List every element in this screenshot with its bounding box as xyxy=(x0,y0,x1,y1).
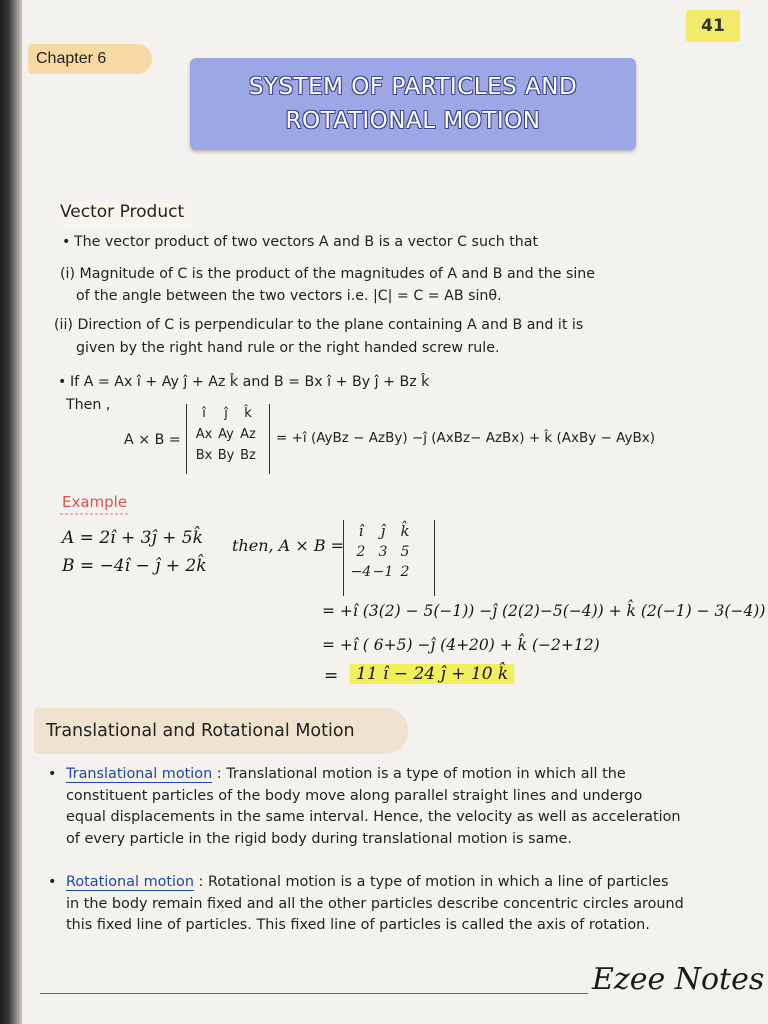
page-number: 41 xyxy=(686,10,740,42)
matrix-cell: î xyxy=(358,522,364,540)
motion-section-heading: Translational and Rotational Motion xyxy=(34,708,408,754)
page-binding-edge xyxy=(0,0,22,1024)
determinant-row xyxy=(193,406,263,421)
vector-components-line: • If A = Ax î + Ay ĵ + Az k̂ and B = Bx î + By ĵ + Bz k̂ xyxy=(70,374,429,390)
matrix-cell: ĵ xyxy=(224,406,228,421)
determinant-row xyxy=(350,564,428,580)
example-determinant xyxy=(343,520,435,596)
matrix-cell: By xyxy=(217,448,235,463)
vector-product-definition: • The vector product of two vectors A and B is a vector C such that xyxy=(74,234,538,250)
direction-line-2: given by the right hand rule or the right handed screw rule. xyxy=(76,340,500,356)
brand-logo: Ezee Notes xyxy=(592,962,765,997)
chapter-title-line-1: SYSTEM OF PARTICLES AND xyxy=(248,74,578,100)
example-step-1: = +î (3(2) − 5(−1)) −ĵ (2(2)−5(−4)) + k̂ (2(−1) − 3(−4)) xyxy=(322,602,766,620)
matrix-cell: Bz xyxy=(240,448,256,463)
example-vector-b: B = −4î − ĵ + 2k̂ xyxy=(62,556,207,576)
rotational-motion-term: Rotational motion xyxy=(66,874,194,890)
magnitude-line-2: of the angle between the two vectors i.e. |C| = C = AB sinθ. xyxy=(76,288,502,304)
example-final-answer: 11 î − 24 ĵ + 10 k̂ xyxy=(350,664,514,684)
matrix-cell: î xyxy=(202,406,206,421)
example-step-2: = +î ( 6+5) −ĵ (4+20) + k̂ (−2+12) xyxy=(322,636,600,654)
translational-motion-definition: : Translational motion is a type of motion in which all the constituent particles of the body move along parallel straight lines and undergo equal displacements in the same interval. Hence, the velocity as well as acceleration of every particle in the rigid body during translational motion is same. xyxy=(66,766,681,847)
matrix-cell: ĵ xyxy=(380,522,386,540)
cross-product-expansion: = +î (AyBz − AzBy) −ĵ (AxBz− AzBx) + k̂ (AxBy − AyBx) xyxy=(276,430,656,446)
then-label: Then , xyxy=(66,397,111,413)
matrix-cell: 2 xyxy=(400,564,410,580)
matrix-cell: Bx xyxy=(195,448,213,463)
matrix-cell: Ay xyxy=(218,427,234,442)
chapter-label: Chapter 6 xyxy=(28,44,152,74)
matrix-cell: Az xyxy=(240,427,256,442)
matrix-cell: Ax xyxy=(195,427,213,442)
translational-motion-term: Translational motion xyxy=(66,766,213,782)
matrix-cell: −4 xyxy=(350,564,372,580)
example-step-3-equals: = xyxy=(324,666,339,686)
determinant-row xyxy=(350,544,428,560)
matrix-cell: 2 xyxy=(356,544,366,560)
matrix-cell: 3 xyxy=(378,544,388,560)
matrix-cell: −1 xyxy=(372,564,394,580)
determinant-row xyxy=(193,427,263,442)
example-label: Example xyxy=(62,493,128,511)
example-vector-a: A = 2î + 3ĵ + 5k̂ xyxy=(62,528,203,548)
magnitude-line-1: (i) Magnitude of C is the product of the magnitudes of A and B and the sine xyxy=(60,266,596,282)
matrix-cell: 5 xyxy=(400,544,410,560)
bullet: • xyxy=(48,766,57,782)
chapter-title-box xyxy=(190,58,636,150)
translational-motion-paragraph xyxy=(48,764,686,850)
cross-product-determinant xyxy=(186,404,270,474)
rotational-motion-paragraph xyxy=(48,872,686,937)
bullet: • xyxy=(48,874,57,890)
determinant-row xyxy=(193,448,263,463)
direction-line-1: (ii) Direction of C is perpendicular to the plane containing A and B and it is xyxy=(54,317,584,333)
cross-product-lhs: A × B = xyxy=(124,432,181,448)
example-then-cross: then, A × B = xyxy=(232,536,345,555)
rotational-motion-definition: : Rotational motion is a type of motion in which a line of particles in the body remain fixed and all the other particles describe concentric circles around this fixed line of particles. This fixed line of particles is called the axis of rotation. xyxy=(66,874,684,933)
footer-rule xyxy=(40,993,588,994)
determinant-row xyxy=(350,522,428,540)
matrix-cell: k̂ xyxy=(400,522,410,540)
matrix-cell: k̂ xyxy=(244,406,252,421)
example-underline xyxy=(60,512,130,516)
vector-product-heading: Vector Product xyxy=(58,200,192,228)
chapter-title-line-2: ROTATIONAL MOTION xyxy=(285,108,541,134)
